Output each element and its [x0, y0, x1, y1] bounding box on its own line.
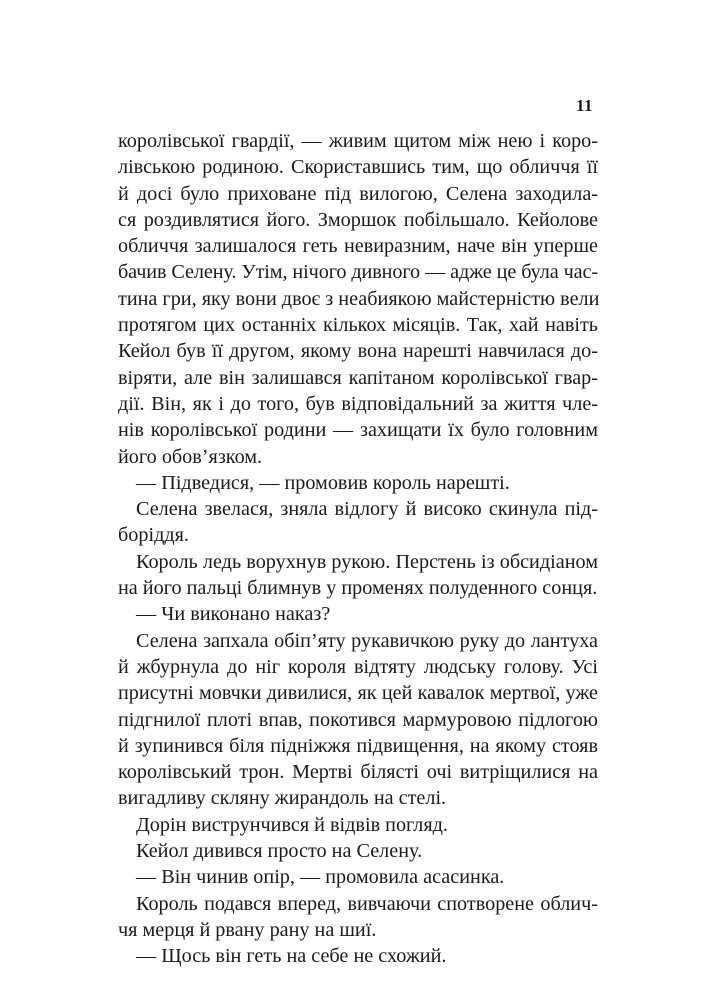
page-number: 11: [575, 96, 593, 115]
text-line: Селена звелася, зняла відлогу й високо скинула під-: [136, 498, 598, 521]
text-line: його обов’язком.: [118, 445, 263, 468]
text-line: Король подався вперед, вивчаючи спотворене облич-: [136, 892, 598, 915]
text-line: королівський трон. Мертві білясті очі витріщилися на: [118, 761, 598, 784]
text-line: Кейол дивився просто на Селену.: [136, 840, 423, 863]
text-line: бачив Селену. Утім, нічого дивного — адже це була час-: [118, 261, 598, 284]
text-line: Король ледь ворухнув рукою. Перстень із обсидіаном: [136, 550, 598, 573]
text-line: й жбурнула до ніг короля відтяту людську голову. Усі: [118, 655, 598, 678]
text-line: дії. Він, як і до того, був відповідальний за життя чле-: [118, 392, 598, 415]
text-line: Кейол був її другом, якому вона нарешті навчилася до-: [118, 340, 598, 363]
text-line: — Щось він геть на себе не схожий.: [136, 945, 447, 968]
text-line: на його пальці блимнув у променях полуденного сонця.: [118, 577, 598, 600]
text-line: віряти, але він залишався капітаном королівської гвар-: [118, 366, 598, 389]
text-line: боріддя.: [118, 524, 189, 547]
text-line: Дорін виструнчився й відвів погляд.: [136, 813, 448, 836]
text-line: лівською родиною. Скориставшись тим, що обличчя її: [118, 156, 598, 179]
body-text: [118, 128, 598, 970]
text-line: протягом цих останніх кількох місяців. Так, хай навіть: [118, 314, 598, 337]
text-line: — Чи виконано наказ?: [136, 603, 331, 626]
text-line: — Він чинив опір, — промовила асасинка.: [136, 866, 505, 889]
text-line: королівської гвардії, — живим щитом між нею і коро-: [118, 130, 598, 152]
text-line: вигадливу скляну жирандоль на стелі.: [118, 787, 447, 810]
text-line: й зупинився біля підніжжя підвищення, на якому стояв: [118, 734, 598, 757]
text-line: Селена запхала обіп’яту рукавичкою руку до лантуха: [136, 629, 598, 652]
text-line: тина гри, яку вони двоє з неабиякою майстерністю вели: [118, 287, 600, 310]
text-line: нів королівської родини — захищати їх було головним: [118, 419, 598, 442]
text-line: обличчя залишалося геть невиразним, наче він уперше: [118, 235, 598, 258]
text-line: ся роздивлятися його. Зморшок побільшало. Кейолове: [118, 208, 598, 231]
text-line: підгнилої плоті впав, покотився мармуровою підлогою: [118, 708, 598, 731]
text-line: й досі було приховане під вилогою, Селена заходила-: [118, 182, 598, 205]
text-line: — Підведися, — промовив король нарешті.: [136, 471, 510, 494]
text-line: присутні мовчки дивилися, як цей кавалок мертвої, уже: [118, 682, 598, 705]
text-line: чя мерця й рвану рану на шиї.: [118, 918, 377, 941]
